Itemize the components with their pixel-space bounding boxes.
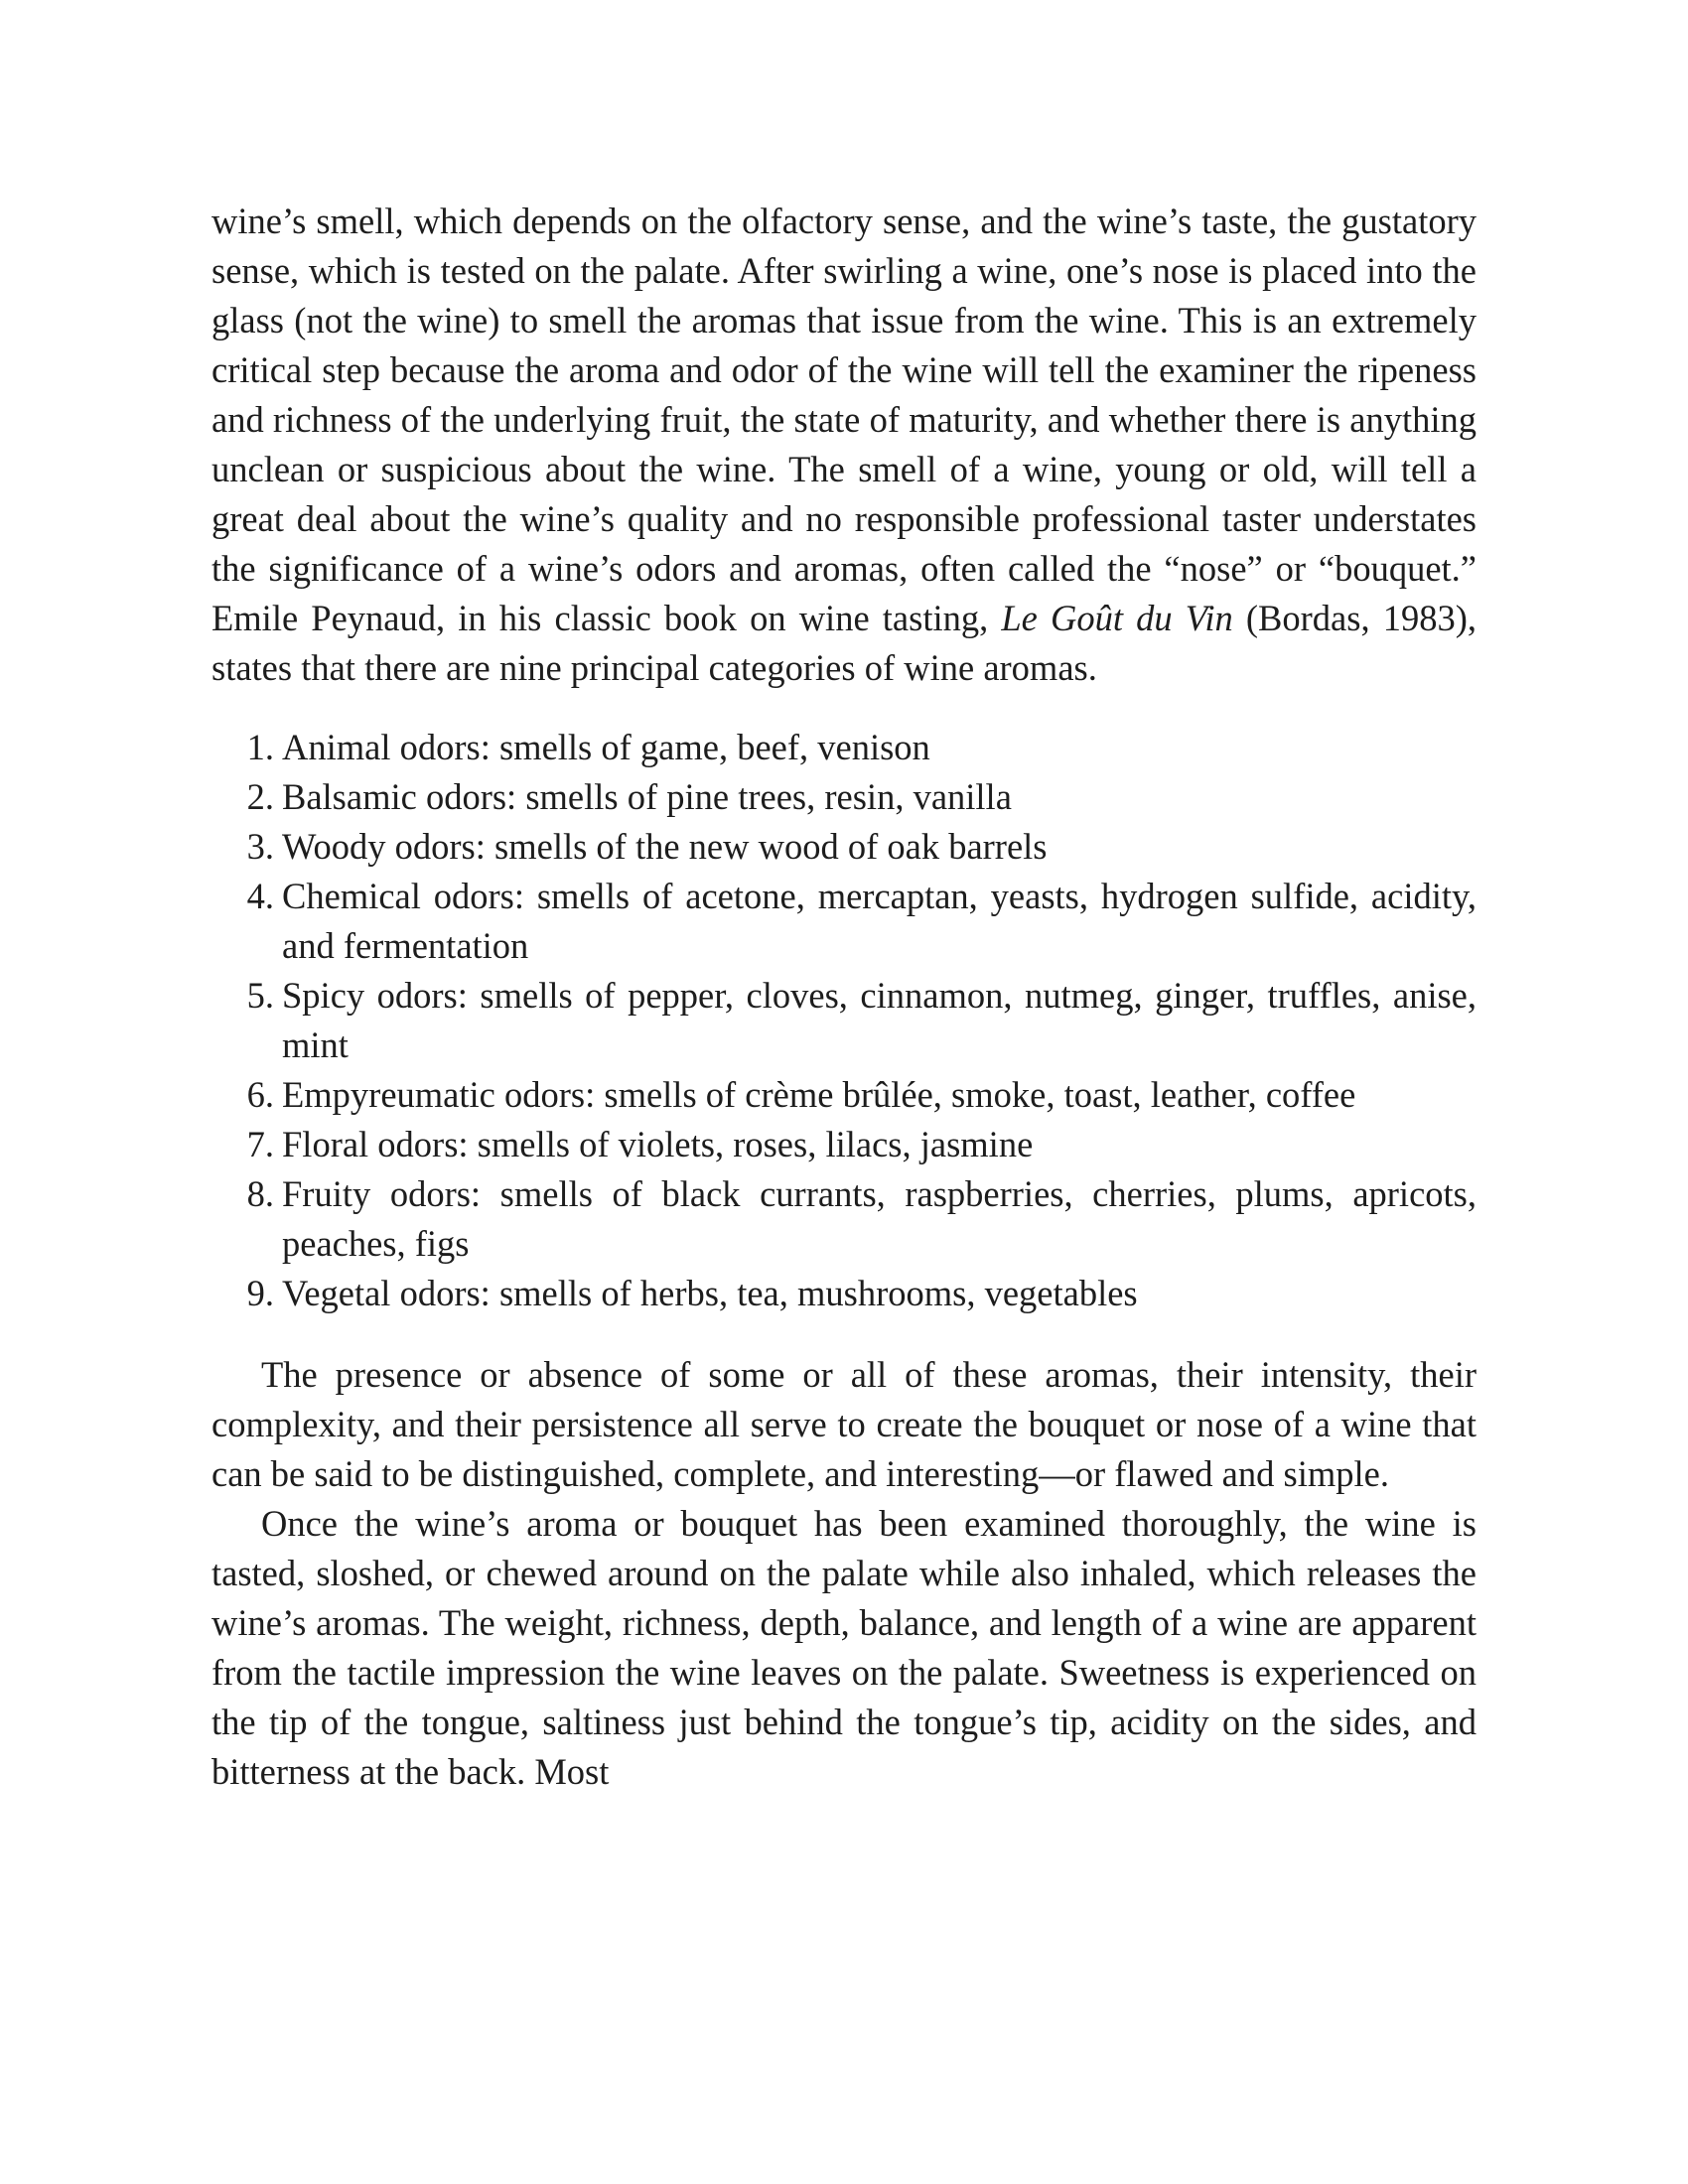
list-item-text: Balsamic odors: smells of pine trees, resin, vanilla xyxy=(282,776,1012,817)
list-item-text: Animal odors: smells of game, beef, venison xyxy=(282,727,930,767)
list-item xyxy=(211,971,1477,1070)
list-item-number: 5. xyxy=(246,975,274,1016)
list-item-text: Empyreumatic odors: smells of crème brûlée, smoke, toast, leather, coffee xyxy=(282,1074,1356,1115)
list-item xyxy=(211,822,1477,872)
body-paragraph: The presence or absence of some or all of these aromas, their intensity, their complexity, and their persistence all serve to create the bouquet or nose of a wine that can be said to be distinguished, complete, and interesting—or flawed and simple. xyxy=(211,1354,1477,1494)
page-body xyxy=(211,197,1477,1797)
list-item-text: Fruity odors: smells of black currants, raspberries, cherries, plums, apricots, peaches, figs xyxy=(282,1173,1477,1264)
list-item-text: Vegetal odors: smells of herbs, tea, mushrooms, vegetables xyxy=(282,1273,1138,1313)
list-item xyxy=(211,723,1477,772)
list-item-number: 4. xyxy=(246,876,274,916)
list-item-text: Spicy odors: smells of pepper, cloves, cinnamon, nutmeg, ginger, truffles, anise, mint xyxy=(282,975,1477,1065)
list-item xyxy=(211,1269,1477,1318)
list-item xyxy=(211,1120,1477,1169)
list-item-text: Chemical odors: smells of acetone, mercaptan, yeasts, hydrogen sulfide, acidity, and fermentation xyxy=(282,876,1477,966)
list-item-number: 7. xyxy=(246,1124,274,1164)
aroma-category-list xyxy=(211,723,1477,1318)
list-item-number: 9. xyxy=(246,1273,274,1313)
list-item-number: 3. xyxy=(246,826,274,867)
list-item xyxy=(211,772,1477,822)
list-item xyxy=(211,1070,1477,1120)
list-item-number: 6. xyxy=(246,1074,274,1115)
intro-paragraph xyxy=(211,197,1477,693)
list-item-number: 8. xyxy=(246,1173,274,1214)
list-item xyxy=(211,1169,1477,1269)
list-item-text: Floral odors: smells of violets, roses, lilacs, jasmine xyxy=(282,1124,1034,1164)
list-item-text: Woody odors: smells of the new wood of oak barrels xyxy=(282,826,1048,867)
list-item-number: 1. xyxy=(246,727,274,767)
list-item xyxy=(211,872,1477,971)
list-item-number: 2. xyxy=(246,776,274,817)
intro-text-before-title: wine’s smell, which depends on the olfactory sense, and the wine’s taste, the gustatory sense, which is tested on the palate. After swirling a wine, one’s nose is placed into the glass (not the wine) to smell the aromas that issue from the wine. This is an extremely critical step because the aroma and odor of the wine will tell the examiner the ripeness and richness of the underlying fruit, the state of maturity, and whether there is anything unclean or suspicious about the wine. The smell of a wine, young or old, will tell a great deal about the wine’s quality and no responsible professional taster understates the significance of a wine’s odors and aromas, often called the “nose” or “bouquet.” Emile Peynaud, in his classic book on wine tasting, xyxy=(211,201,1477,638)
book-title: Le Goût du Vin xyxy=(1001,598,1233,638)
intro-text-after-title: (Bordas, 1983), states that there are nine principal categories of wine aromas. xyxy=(211,598,1477,688)
body-paragraph: Once the wine’s aroma or bouquet has been examined thoroughly, the wine is tasted, sloshed, or chewed around on the palate while also inhaled, which releases the wine’s aromas. The weight, richness, depth, balance, and length of a wine are apparent from the tactile impression the wine leaves on the palate. Sweetness is experienced on the tip of the tongue, saltiness just behind the tongue’s tip, acidity on the sides, and bitterness at the back. Most xyxy=(211,1503,1477,1792)
